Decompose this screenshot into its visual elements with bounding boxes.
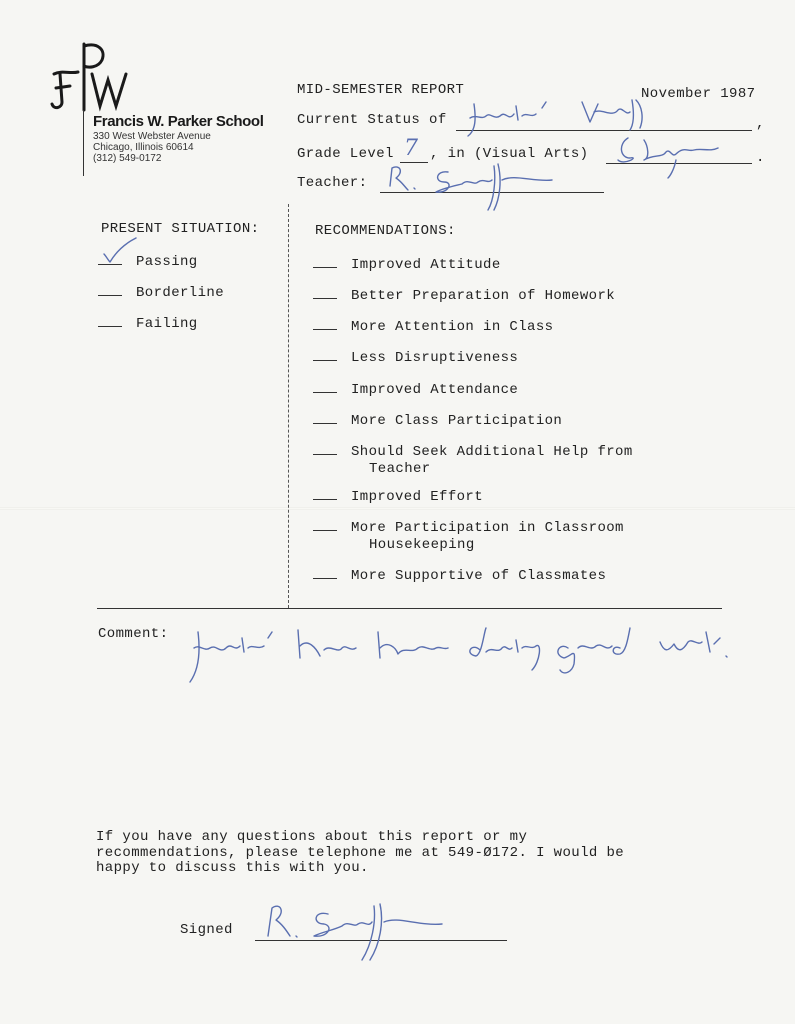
- recommendation-checkbox[interactable]: [313, 442, 337, 455]
- recommendation-checkbox[interactable]: [313, 286, 337, 299]
- letterhead-rule: [83, 110, 84, 176]
- status-comma: ,: [756, 116, 765, 132]
- recommendation-label-continued: Teacher: [369, 461, 431, 477]
- recommendation-item[interactable]: [313, 255, 501, 273]
- situation-option-failing[interactable]: [98, 314, 198, 332]
- address-line-1: 330 West Webster Avenue: [93, 131, 211, 142]
- recommendation-label: More Attention in Class: [351, 319, 554, 335]
- recommendation-label: Improved Attendance: [351, 382, 519, 398]
- recommendation-label: More Participation in Classroom: [351, 520, 624, 536]
- situation-option-borderline[interactable]: [98, 283, 224, 301]
- recommendation-label: Should Seek Additional Help from: [351, 444, 633, 460]
- comment-label: Comment:: [98, 626, 169, 642]
- recommendation-checkbox[interactable]: [313, 380, 337, 393]
- report-title: MID-SEMESTER REPORT: [297, 82, 465, 98]
- situation-label: Failing: [136, 316, 198, 332]
- recommendation-checkbox[interactable]: [313, 518, 337, 531]
- present-situation-heading: PRESENT SITUATION:: [101, 221, 260, 237]
- recommendation-item[interactable]: [313, 566, 606, 584]
- school-name: Francis W. Parker School: [93, 113, 264, 130]
- fwp-monogram-icon: [48, 40, 138, 114]
- recommendation-checkbox[interactable]: [313, 348, 337, 361]
- status-label: Current Status of: [297, 112, 447, 128]
- school-logo: [48, 40, 138, 114]
- grade-label: Grade Level: [297, 146, 394, 162]
- teacher-signature-handwriting: [384, 160, 584, 214]
- contact-note: [96, 830, 624, 877]
- school-address: [93, 131, 211, 164]
- recommendation-checkbox[interactable]: [313, 566, 337, 579]
- recommendation-item[interactable]: [313, 442, 633, 477]
- grade-level-value: 7: [404, 136, 418, 161]
- situation-label: Passing: [136, 254, 198, 270]
- subject-initials-handwriting: [614, 130, 734, 180]
- contact-note-line-3: happy to discuss this with you.: [96, 860, 369, 876]
- teacher-label: Teacher:: [297, 175, 368, 191]
- signature-handwriting: [262, 898, 462, 968]
- recommendation-item[interactable]: [313, 286, 615, 304]
- recommendation-item[interactable]: [313, 518, 624, 553]
- address-line-2: Chicago, Illinois 60614: [93, 142, 194, 153]
- contact-note-line-2: recommendations, please telephone me at 549-Ø172. I would be: [96, 844, 625, 861]
- situation-checkbox[interactable]: [98, 314, 122, 327]
- recommendation-item[interactable]: [313, 380, 518, 398]
- situation-checkbox[interactable]: [98, 283, 122, 296]
- grade-subject: , in (Visual Arts): [430, 146, 589, 162]
- paper-crease: [0, 507, 795, 510]
- recommendation-label: More Class Participation: [351, 413, 563, 429]
- recommendation-label: Improved Effort: [351, 489, 484, 505]
- comment-handwriting: [180, 618, 740, 690]
- signed-label: Signed: [180, 922, 233, 938]
- recommendation-label: More Supportive of Classmates: [351, 568, 607, 584]
- check-mark-icon: [100, 236, 140, 266]
- report-date: November 1987: [641, 86, 756, 102]
- recommendation-label-continued: Housekeeping: [369, 537, 475, 553]
- school-phone: (312) 549-0172: [93, 153, 162, 164]
- section-divider: [288, 204, 289, 608]
- recommendation-item[interactable]: [313, 348, 518, 366]
- recommendation-label: Improved Attitude: [351, 257, 501, 273]
- section-rule: [97, 608, 722, 609]
- recommendation-item[interactable]: [313, 487, 483, 505]
- recommendation-checkbox[interactable]: [313, 255, 337, 268]
- recommendation-checkbox[interactable]: [313, 487, 337, 500]
- contact-note-line-1: If you have any questions about this report or my: [96, 829, 528, 845]
- recommendation-item[interactable]: [313, 317, 553, 335]
- recommendation-checkbox[interactable]: [313, 317, 337, 330]
- situation-label: Borderline: [136, 285, 225, 301]
- grade-period: .: [756, 150, 765, 166]
- recommendation-label: Better Preparation of Homework: [351, 288, 616, 304]
- recommendation-label: Less Disruptiveness: [351, 350, 519, 366]
- recommendation-item[interactable]: [313, 411, 562, 429]
- recommendations-heading: RECOMMENDATIONS:: [315, 223, 456, 239]
- recommendation-checkbox[interactable]: [313, 411, 337, 424]
